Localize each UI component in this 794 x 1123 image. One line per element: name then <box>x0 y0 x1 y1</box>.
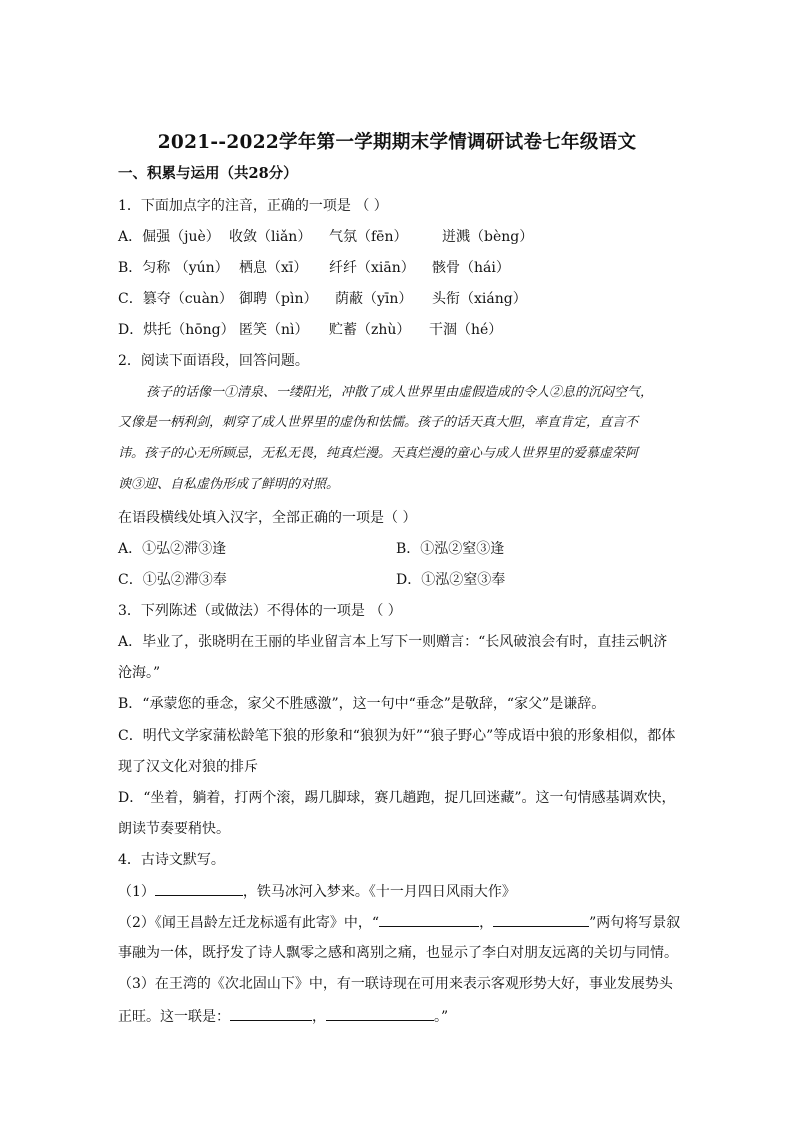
passage-line-4: 谀③迎、自私虚伪形成了鲜明的对照。 <box>118 477 340 492</box>
q1-option-d-word4: 干涸（hé） <box>429 322 503 338</box>
question-4-stem: 4．古诗文默写。 <box>118 852 225 868</box>
q1-option-b-word3: 纤纤（xiān） <box>329 260 415 276</box>
answer-blank[interactable] <box>326 1006 434 1021</box>
question-2-ask: 在语段横线处填入汉字，全部正确的一项是（ ） <box>118 510 417 526</box>
q1-option-b-word4: 骸骨（hái） <box>432 260 510 276</box>
q4-item-3-line-1: （3）在王湾的《次北固山下》中，有一联诗现在可用来表示客观形势大好，事业发展势头 <box>118 976 673 992</box>
q3-option-a-line-2: 沧海。” <box>118 665 161 681</box>
q4-item-3-line-2 <box>118 1006 698 1027</box>
q1-option-a-word1: A．倔强（juè） <box>118 229 220 245</box>
q1-option-c-word4: 头衔（xiáng） <box>432 291 527 307</box>
q4-item-3-text-a: 正旺。这一联是： <box>118 1009 230 1025</box>
question-2-stem: 2．阅读下面语段，回答问题。 <box>118 353 309 369</box>
answer-blank[interactable] <box>230 1006 312 1021</box>
q1-option-c-word1: C．篡夺（cuàn） <box>118 291 233 307</box>
q4-item-2-line-1 <box>118 912 698 933</box>
q4-item-2-text-a: （2）《闻王昌龄左迁龙标遥有此寄》中，“ <box>118 915 380 931</box>
question-3-stem: 3．下列陈述（或做法）不得体的一项是 （ ） <box>118 603 402 619</box>
q3-option-c-line-1: C．明代文学家蒲松龄笔下狼的形象和“狼狈为奸”“狼子野心”等成语中狼的形象相似，都体 <box>118 728 676 744</box>
q1-option-b-word2: 栖息（xī） <box>239 260 308 276</box>
q1-option-d-word3: 贮蓄（zhù） <box>329 322 411 338</box>
q1-option-d-word2: 匿笑（nì） <box>239 322 309 338</box>
q1-option-c-word2: 御聘（pìn） <box>239 291 318 307</box>
q1-option-b-word1: B．匀称 （yún） <box>118 260 229 276</box>
q4-item-3-text-c: 。” <box>434 1009 449 1025</box>
question-1-stem: 1．下面加点字的注音，正确的一项是 （ ） <box>118 198 388 214</box>
q4-item-2-text-b: ， <box>479 915 494 931</box>
q1-option-c-word3: 荫蔽（yīn） <box>335 291 413 307</box>
q4-item-1-number: （1） <box>118 884 155 900</box>
q3-option-b: B．“承蒙您的垂念，家父不胜感激”，这一句中“垂念”是敬辞，“家父”是谦辞。 <box>118 696 606 712</box>
answer-blank[interactable] <box>493 912 589 927</box>
passage-line-1: 孩子的话像一①清泉、一缕阳光，冲散了成人世界里由虚假造成的令人②息的沉闷空气， <box>146 385 654 400</box>
answer-blank[interactable] <box>379 912 479 927</box>
q1-option-a-word3: 气氛（fēn） <box>329 229 408 245</box>
q1-option-a-word2: 收敛（liǎn） <box>229 229 312 245</box>
q1-option-a-word4: 迸溅（bèng） <box>442 229 534 245</box>
q3-option-c-line-2: 现了汉文化对狼的排斥 <box>118 759 258 775</box>
section-heading: 一、积累与运用（共28分） <box>118 165 298 182</box>
q3-option-d-line-1: D．“坐着，躺着，打两个滚，踢几脚球，赛几趟跑，捉几回迷藏”。这一句情感基调欢快， <box>118 790 676 806</box>
q4-item-1-text: ，铁马冰河入梦来。《十一月四日风雨大作》 <box>242 884 516 900</box>
q2-option-b: B．①泓②窒③逢 <box>396 541 505 557</box>
exam-title: 2021--2022学年第一学期期末学情调研试卷七年级语文 <box>157 132 637 153</box>
q2-option-a: A．①弘②滞③逢 <box>118 541 227 557</box>
passage-line-2: 又像是一柄利剑，刺穿了成人世界里的虚伪和怯懦。孩子的话天真大胆，率直肯定，直言不 <box>118 415 639 430</box>
q4-item-2-line-2: 事融为一体，既抒发了诗人飘零之感和离别之痛，也显示了李白对朋友远离的关切与同情。 <box>118 945 678 961</box>
q2-option-d: D．①泓②窒③奉 <box>396 572 506 588</box>
passage-line-3: 讳。孩子的心无所顾忌，无私无畏，纯真烂漫。天真烂漫的童心与成人世界里的爱慕虚荣阿 <box>118 446 639 461</box>
q3-option-d-line-2: 朗读节奏要稍快。 <box>118 821 230 837</box>
q2-option-c: C．①弘②滞③奉 <box>118 572 227 588</box>
q1-option-d-word1: D．烘托（hōng） <box>118 322 235 338</box>
answer-blank[interactable] <box>155 881 243 896</box>
q4-item-3-text-b: ， <box>312 1009 326 1025</box>
q4-item-1 <box>118 881 698 902</box>
q4-item-2-text-c: ”两句将写景叙 <box>589 915 681 931</box>
q3-option-a-line-1: A．毕业了，张晓明在王丽的毕业留言本上写下一则赠言：“长风破浪会有时，直挂云帆济 <box>118 634 668 650</box>
